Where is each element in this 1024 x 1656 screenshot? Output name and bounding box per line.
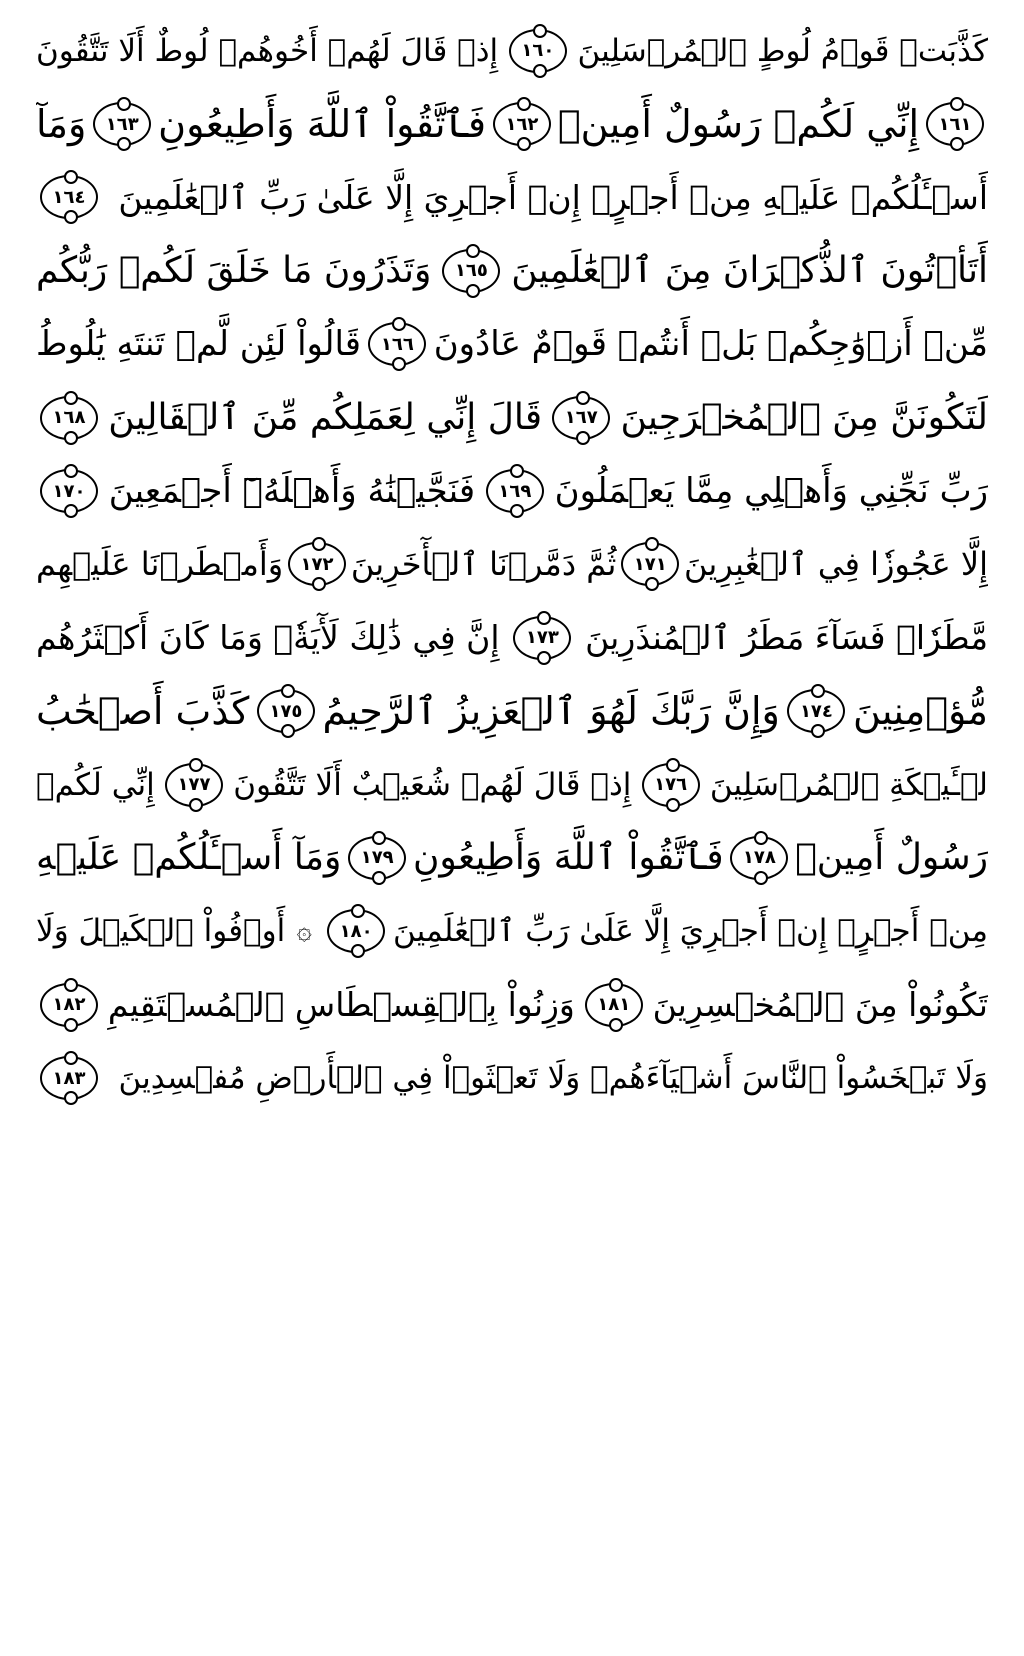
text-line [36,234,988,307]
verse-text: إِذۡ قَالَ لَهُمۡ شُعَيۡبٌ أَلَا تَتَّقُونَ [233,766,632,803]
verse-text: فَٱتَّقُواْ ٱللَّهَ وَأَطِيعُونِ [412,837,724,879]
verse-text: تَكُونُواْ مِنَ ٱلۡمُخۡسِرِينَ [652,985,988,1025]
verse-text: أَوۡفُواْ ٱلۡكَيۡلَ وَلَا [36,913,286,950]
verse-text: إِنَّ فِي ذَٰلِكَ لَأٓيَةٗۖ وَمَا كَانَ أَكۡثَرُهُم [36,618,500,658]
text-line [36,601,988,674]
text-line [36,87,988,160]
ayah-number-marker: ١٦٠ [509,29,567,73]
verse-text: وَأَمۡطَرۡنَا عَلَيۡهِم [36,545,284,584]
verse-text: وَإِنَّ رَبَّكَ لَهُوَ ٱلۡعَزِيزُ ٱلرَّحِيمُ [322,689,780,734]
ayah-number-marker: ١٦٥ [442,249,500,293]
verse-text: كَذَّبَ أَصۡحَٰبُ [36,689,250,734]
verse-text: قَالَ إِنِّي لِعَمَلِكُم مِّنَ ٱلۡقَالِينَ [108,397,543,439]
ayah-number-marker: ١٦٨ [40,396,98,440]
ayah-number-marker: ١٧٢ [288,542,346,586]
ayah-number-marker: ١٦٤ [40,175,98,219]
ayah-number-marker: ١٦٢ [493,102,551,146]
verse-text: إِلَّا عَجُوزٗا فِي ٱلۡغَٰبِرِينَ [684,545,988,584]
verse-text: لۡـَٔيۡكَةِ ٱلۡمُرۡسَلِينَ [709,766,988,803]
text-line [36,895,988,968]
verse-text: مِنۡ أَجۡرٍۖ إِنۡ أَجۡرِيَ إِلَّا عَلَىٰ رَبِّ ٱلۡعَٰلَمِينَ [393,913,988,950]
rub-el-hizb-icon: ۞ [296,916,312,947]
verse-text: كَذَّبَتۡ قَوۡمُ لُوطٍ ٱلۡمُرۡسَلِينَ [577,32,988,69]
ayah-number-marker: ١٨٢ [40,983,98,1027]
verse-text: مُّؤۡمِنِينَ [852,689,988,734]
text-line [36,14,988,87]
verse-text: رَسُولٌ أَمِينٞ [795,837,988,879]
text-line [36,161,988,234]
text-line [36,308,988,381]
ayah-number-marker: ١٦١ [926,102,984,146]
text-line [36,1041,988,1114]
verse-text: قَالُواْ لَئِن لَّمۡ تَنتَهِ يَٰلُوطُ [36,324,362,365]
ayah-number-marker: ١٧٣ [513,616,571,660]
verse-text: إِذۡ قَالَ لَهُمۡ أَخُوهُمۡ لُوطٌ أَلَا تَتَّقُونَ [36,32,499,69]
verse-text: مِّنۡ أَزۡوَٰجِكُمۚ بَلۡ أَنتُمۡ قَوۡمٌ عَادُونَ [433,324,988,365]
verse-text: فَٱتَّقُواْ ٱللَّهَ وَأَطِيعُونِ [158,102,487,147]
ayah-number-marker: ١٦٣ [93,102,151,146]
verse-text: وَمَآ أَسۡـَٔلُكُمۡ عَلَيۡهِ [36,837,342,879]
ayah-number-marker: ١٨١ [585,983,643,1027]
text-line [36,675,988,748]
text-line [36,528,988,601]
verse-text: وَتَذَرُونَ مَا خَلَقَ لَكُمۡ رَبُّكُم [36,250,432,292]
ayah-number-marker: ١٧٦ [642,763,700,807]
verse-text: رَبِّ نَجِّنِي وَأَهۡلِي مِمَّا يَعۡمَلُونَ [554,471,988,512]
verse-text: مَّطَرٗاۖ فَسَآءَ مَطَرُ ٱلۡمُنذَرِينَ [585,618,988,658]
ayah-number-marker: ١٧٩ [348,836,406,880]
verse-text: فَنَجَّيۡنَٰهُ وَأَهۡلَهُۥٓ أَجۡمَعِينَ [108,471,476,512]
ayah-number-marker: ١٧٧ [165,763,223,807]
verse-text: وَزِنُواْ بِٱلۡقِسۡطَاسِ ٱلۡمُسۡتَقِيمِ [107,985,575,1025]
ayah-number-marker: ١٨٣ [40,1056,98,1100]
ayah-number-marker: ١٦٧ [552,396,610,440]
ayah-number-marker: ١٨٠ [327,909,385,953]
text-line [36,748,988,821]
ayah-number-marker: ١٧٤ [787,689,845,733]
verse-text: أَسۡـَٔلُكُمۡ عَلَيۡهِ مِنۡ أَجۡرٍۖ إِنۡ أَجۡرِيَ إِلَّا عَلَىٰ رَبِّ ٱلۡعَٰلَمِينَ [118,177,988,217]
verse-text: وَلَا تَبۡخَسُواْ ٱلنَّاسَ أَشۡيَآءَهُمۡ وَلَا تَعۡثَوۡاْ فِي ٱلۡأَرۡضِ مُفۡسِدِينَ [118,1060,988,1097]
ayah-number-marker: ١٦٦ [368,322,426,366]
ayah-number-marker: ١٧٠ [40,469,98,513]
ayah-number-marker: ١٦٩ [486,469,544,513]
verse-text: وَمَآ [36,102,87,147]
verse-text: أَتَأۡتُونَ ٱلذُّكۡرَانَ مِنَ ٱلۡعَٰلَمِينَ [511,250,988,292]
ayah-number-marker: ١٧٨ [730,836,788,880]
verse-text: ثُمَّ دَمَّرۡنَا ٱلۡأٓخَرِينَ [350,545,617,584]
text-line [36,381,988,454]
text-line [36,968,988,1041]
ayah-number-marker: ١٧٥ [257,689,315,733]
text-line [36,821,988,894]
verse-text: إِنِّي لَكُمۡ [36,766,155,803]
verse-text: لَتَكُونَنَّ مِنَ ٱلۡمُخۡرَجِينَ [620,397,988,439]
verse-text: إِنِّي لَكُمۡ رَسُولٌ أَمِينٞ [557,102,920,147]
text-line [36,454,988,527]
ayah-number-marker: ١٧١ [621,542,679,586]
